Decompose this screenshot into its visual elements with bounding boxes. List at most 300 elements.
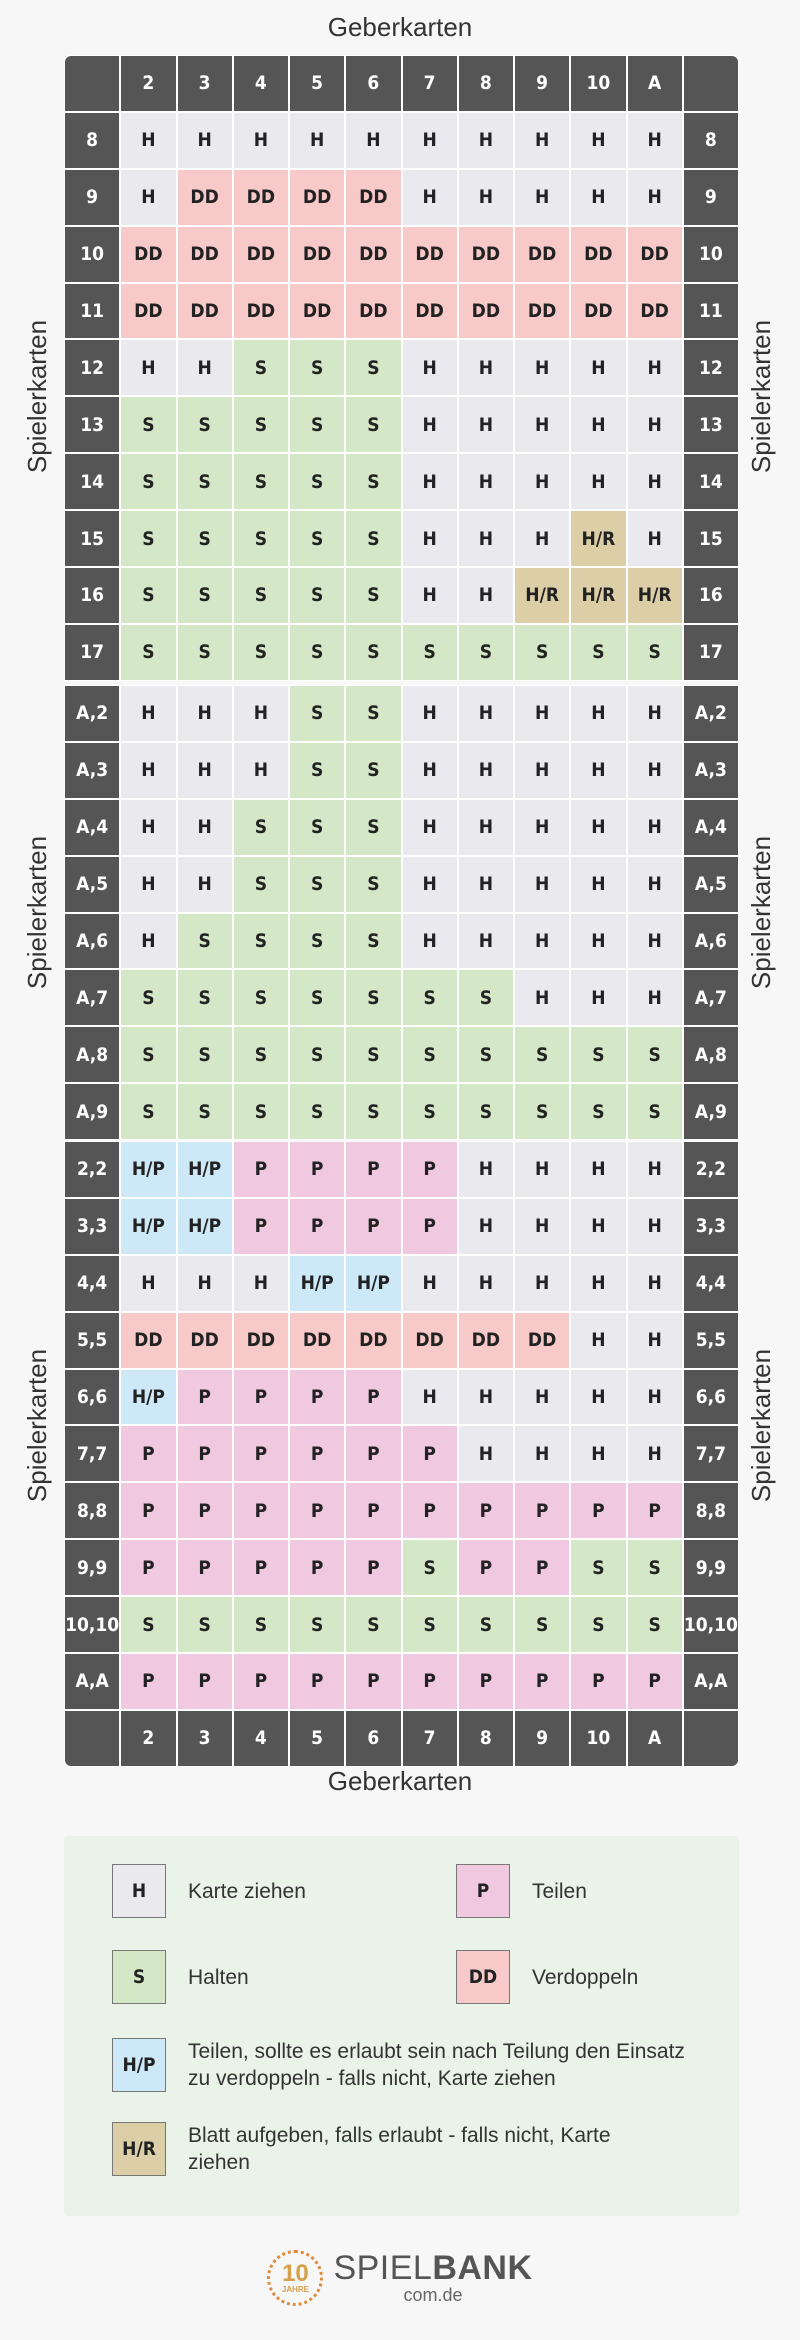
action-cell: S: [402, 624, 458, 681]
action-cell: DD: [233, 169, 289, 226]
action-cell: S: [345, 624, 401, 681]
grid-hard: [64, 55, 739, 681]
action-cell: H/R: [514, 567, 570, 624]
player-hand-label: A,9: [64, 1083, 120, 1140]
action-cell: S: [177, 396, 233, 453]
player-hand-label: A,2: [64, 685, 120, 742]
action-cell: P: [570, 1653, 626, 1710]
player-hand-label: A,9: [683, 1083, 739, 1140]
grid-pairs: [64, 1141, 739, 1767]
action-cell: H: [514, 169, 570, 226]
grid-soft: [64, 685, 739, 1140]
action-cell: H: [514, 1425, 570, 1482]
action-cell: H: [627, 1369, 683, 1426]
action-cell: H: [345, 112, 401, 169]
player-hand-label: 10: [64, 226, 120, 283]
action-cell: S: [345, 799, 401, 856]
action-cell: P: [177, 1369, 233, 1426]
action-cell: H: [177, 112, 233, 169]
footer-corner: [64, 1710, 120, 1767]
action-cell: DD: [233, 226, 289, 283]
player-hand-label: 11: [64, 283, 120, 340]
footer-corner: [683, 1710, 739, 1767]
legend-text: Halten: [188, 1965, 249, 1989]
action-cell: H: [458, 339, 514, 396]
action-cell: H: [458, 1255, 514, 1312]
player-hand-label: 5,5: [683, 1312, 739, 1369]
action-cell: P: [233, 1141, 289, 1198]
action-cell: DD: [289, 283, 345, 340]
action-cell: S: [345, 1083, 401, 1140]
action-cell: P: [177, 1482, 233, 1539]
action-cell: P: [289, 1425, 345, 1482]
side-label-left: [8, 112, 68, 681]
action-cell: H: [177, 1255, 233, 1312]
action-cell: H: [458, 112, 514, 169]
action-cell: S: [289, 742, 345, 799]
player-hand-label: 7,7: [683, 1425, 739, 1482]
action-cell: H: [514, 742, 570, 799]
action-cell: H: [514, 510, 570, 567]
action-cell: H: [458, 567, 514, 624]
action-cell: S: [289, 567, 345, 624]
action-cell: S: [177, 1083, 233, 1140]
action-cell: H: [120, 799, 176, 856]
action-cell: S: [570, 1083, 626, 1140]
action-cell: H: [514, 799, 570, 856]
player-hand-label: A,7: [683, 969, 739, 1026]
action-cell: S: [233, 339, 289, 396]
badge-text: JAHRE: [281, 2284, 309, 2294]
player-hand-label: 6,6: [64, 1369, 120, 1426]
dealer-card-header: 10: [570, 55, 626, 112]
action-cell: S: [570, 1539, 626, 1596]
action-cell: P: [120, 1539, 176, 1596]
action-cell: H: [402, 169, 458, 226]
player-hand-label: 16: [64, 567, 120, 624]
action-cell: H: [570, 969, 626, 1026]
action-cell: H: [458, 1425, 514, 1482]
action-cell: P: [570, 1482, 626, 1539]
action-cell: S: [402, 1083, 458, 1140]
action-cell: P: [289, 1653, 345, 1710]
action-cell: S: [345, 396, 401, 453]
top-axis-title: Geberkarten: [327, 12, 473, 42]
action-cell: DD: [177, 283, 233, 340]
player-hand-label: 17: [683, 624, 739, 681]
action-cell: H: [458, 1141, 514, 1198]
side-label-text: Spielerkarten: [746, 1348, 777, 1503]
action-cell: H: [514, 339, 570, 396]
action-cell: P: [289, 1141, 345, 1198]
action-cell: P: [402, 1141, 458, 1198]
player-hand-label: 3,3: [683, 1198, 739, 1255]
action-cell: P: [289, 1198, 345, 1255]
action-cell: S: [233, 624, 289, 681]
action-cell: S: [627, 1083, 683, 1140]
action-cell: H: [627, 169, 683, 226]
action-cell: S: [345, 969, 401, 1026]
action-cell: DD: [289, 226, 345, 283]
action-cell: DD: [402, 1312, 458, 1369]
action-cell: H: [402, 1255, 458, 1312]
action-cell: S: [289, 396, 345, 453]
action-cell: S: [120, 1026, 176, 1083]
action-cell: H/R: [570, 510, 626, 567]
action-cell: H: [627, 685, 683, 742]
action-cell: P: [233, 1369, 289, 1426]
action-cell: DD: [514, 226, 570, 283]
legend-swatch: H/P: [112, 2038, 166, 2092]
legend-item-p: [456, 1864, 587, 1918]
action-cell: H: [458, 913, 514, 970]
action-cell: H: [570, 1198, 626, 1255]
action-cell: DD: [345, 1312, 401, 1369]
action-cell: DD: [120, 1312, 176, 1369]
player-hand-label: 14: [64, 453, 120, 510]
dealer-card-footer: A: [627, 1710, 683, 1767]
action-cell: H/P: [120, 1141, 176, 1198]
player-hand-label: A,A: [683, 1653, 739, 1710]
action-cell: P: [233, 1198, 289, 1255]
action-cell: S: [627, 624, 683, 681]
action-cell: H: [233, 742, 289, 799]
player-hand-label: A,A: [64, 1653, 120, 1710]
dealer-card-header: 4: [233, 55, 289, 112]
player-hand-label: 5,5: [64, 1312, 120, 1369]
action-cell: S: [120, 1596, 176, 1653]
action-cell: S: [233, 1596, 289, 1653]
action-cell: DD: [514, 1312, 570, 1369]
action-cell: H: [177, 685, 233, 742]
legend-text: Teilen: [532, 1879, 587, 1903]
action-cell: S: [289, 969, 345, 1026]
action-cell: P: [177, 1539, 233, 1596]
action-cell: S: [458, 1596, 514, 1653]
action-cell: H/P: [289, 1255, 345, 1312]
action-cell: H: [570, 1255, 626, 1312]
player-hand-label: A,2: [683, 685, 739, 742]
action-cell: S: [233, 396, 289, 453]
action-cell: S: [233, 567, 289, 624]
action-cell: H: [177, 742, 233, 799]
action-cell: DD: [402, 226, 458, 283]
action-cell: H: [177, 856, 233, 913]
player-hand-label: A,6: [683, 913, 739, 970]
action-cell: S: [120, 1083, 176, 1140]
legend-item-dd: [456, 1950, 638, 2004]
action-cell: H: [514, 396, 570, 453]
action-cell: H: [289, 112, 345, 169]
legend-swatch: P: [456, 1864, 510, 1918]
action-cell: H: [627, 510, 683, 567]
action-cell: H: [627, 112, 683, 169]
action-cell: S: [345, 1026, 401, 1083]
action-cell: H: [120, 685, 176, 742]
legend: [64, 1836, 739, 2216]
action-cell: H: [514, 913, 570, 970]
action-cell: S: [289, 799, 345, 856]
action-cell: H: [570, 1425, 626, 1482]
action-cell: DD: [627, 283, 683, 340]
action-cell: H: [570, 1369, 626, 1426]
player-hand-label: A,5: [683, 856, 739, 913]
action-cell: S: [514, 624, 570, 681]
player-hand-label: 4,4: [64, 1255, 120, 1312]
header-corner: [683, 55, 739, 112]
action-cell: S: [289, 1083, 345, 1140]
action-cell: H: [120, 913, 176, 970]
player-hand-label: 14: [683, 453, 739, 510]
brand-domain: com.de: [403, 2284, 463, 2305]
action-cell: S: [627, 1596, 683, 1653]
action-cell: H: [402, 510, 458, 567]
action-cell: S: [233, 913, 289, 970]
badge-number: 10: [282, 2259, 309, 2287]
action-cell: H: [402, 913, 458, 970]
action-cell: P: [233, 1539, 289, 1596]
action-cell: S: [233, 969, 289, 1026]
action-cell: H/P: [120, 1198, 176, 1255]
action-cell: H: [570, 685, 626, 742]
player-hand-label: A,3: [683, 742, 739, 799]
player-hand-label: 8,8: [64, 1482, 120, 1539]
action-cell: H: [514, 1369, 570, 1426]
dealer-card-footer: 8: [458, 1710, 514, 1767]
player-hand-label: 9,9: [64, 1539, 120, 1596]
action-cell: DD: [514, 283, 570, 340]
action-cell: H: [458, 799, 514, 856]
action-cell: S: [233, 510, 289, 567]
action-cell: S: [289, 453, 345, 510]
player-hand-label: A,8: [64, 1026, 120, 1083]
legend-text: Karte ziehen: [188, 1879, 306, 1903]
action-cell: H: [627, 1141, 683, 1198]
action-cell: DD: [402, 283, 458, 340]
action-cell: H: [120, 339, 176, 396]
action-cell: P: [345, 1482, 401, 1539]
action-cell: H: [627, 856, 683, 913]
action-cell: H: [233, 112, 289, 169]
action-cell: S: [402, 1026, 458, 1083]
action-cell: DD: [570, 283, 626, 340]
player-hand-label: A,5: [64, 856, 120, 913]
legend-swatch: H: [112, 1864, 166, 1918]
action-cell: S: [177, 1596, 233, 1653]
action-cell: H: [120, 856, 176, 913]
action-cell: P: [120, 1653, 176, 1710]
action-cell: H/R: [627, 567, 683, 624]
action-cell: H: [514, 1198, 570, 1255]
action-cell: H: [233, 685, 289, 742]
action-cell: H: [627, 913, 683, 970]
dealer-card-footer: 5: [289, 1710, 345, 1767]
player-hand-label: 17: [64, 624, 120, 681]
action-cell: H: [627, 969, 683, 1026]
legend-swatch: S: [112, 1950, 166, 2004]
action-cell: H: [458, 169, 514, 226]
brand-bold: BANK: [432, 2248, 533, 2287]
action-cell: S: [345, 1596, 401, 1653]
player-hand-label: 10: [683, 226, 739, 283]
legend-item-h: [112, 1864, 306, 1918]
action-cell: S: [345, 510, 401, 567]
action-cell: H: [458, 396, 514, 453]
action-cell: H: [570, 742, 626, 799]
dealer-card-footer: 7: [402, 1710, 458, 1767]
action-cell: H: [402, 567, 458, 624]
action-cell: H: [570, 799, 626, 856]
legend-text: Teilen, sollte es erlaubt sein nach Teilung den Einsatz zu verdoppeln - falls nicht, Karte ziehen: [188, 2040, 685, 2090]
action-cell: H: [570, 169, 626, 226]
action-cell: P: [627, 1482, 683, 1539]
action-cell: DD: [289, 1312, 345, 1369]
brand-name: [333, 2248, 533, 2306]
action-cell: H: [514, 856, 570, 913]
player-hand-label: 13: [683, 396, 739, 453]
action-cell: P: [514, 1653, 570, 1710]
action-cell: H: [458, 1369, 514, 1426]
action-cell: H: [514, 969, 570, 1026]
player-hand-label: 15: [683, 510, 739, 567]
action-cell: DD: [345, 283, 401, 340]
action-cell: H: [627, 799, 683, 856]
action-cell: H/P: [345, 1255, 401, 1312]
action-cell: S: [514, 1596, 570, 1653]
action-cell: H: [570, 453, 626, 510]
action-cell: S: [345, 567, 401, 624]
action-cell: S: [177, 913, 233, 970]
action-cell: S: [233, 1083, 289, 1140]
action-cell: H: [570, 1312, 626, 1369]
action-cell: P: [289, 1369, 345, 1426]
action-cell: S: [120, 567, 176, 624]
action-cell: P: [289, 1539, 345, 1596]
action-cell: P: [345, 1198, 401, 1255]
player-hand-label: 8: [64, 112, 120, 169]
player-hand-label: A,4: [683, 799, 739, 856]
action-cell: P: [345, 1539, 401, 1596]
action-cell: P: [345, 1425, 401, 1482]
dealer-card-header: 7: [402, 55, 458, 112]
action-cell: DD: [458, 1312, 514, 1369]
action-cell: S: [458, 1026, 514, 1083]
dealer-card-footer: 3: [177, 1710, 233, 1767]
action-cell: S: [289, 685, 345, 742]
action-cell: H: [514, 112, 570, 169]
action-cell: S: [177, 969, 233, 1026]
action-cell: DD: [570, 226, 626, 283]
action-cell: H/P: [177, 1141, 233, 1198]
action-cell: DD: [177, 226, 233, 283]
action-cell: H: [120, 112, 176, 169]
action-cell: H: [120, 742, 176, 799]
player-hand-label: 3,3: [64, 1198, 120, 1255]
dealer-card-footer: 2: [120, 1710, 176, 1767]
action-cell: S: [345, 742, 401, 799]
action-cell: H: [570, 1141, 626, 1198]
player-hand-label: 12: [64, 339, 120, 396]
action-cell: H/P: [120, 1369, 176, 1426]
action-cell: H: [402, 799, 458, 856]
action-cell: S: [177, 1026, 233, 1083]
action-cell: P: [120, 1425, 176, 1482]
spielbank-logo: [0, 2250, 800, 2306]
action-cell: P: [514, 1539, 570, 1596]
action-cell: S: [458, 1083, 514, 1140]
side-label-left: [8, 1141, 68, 1710]
action-cell: S: [345, 685, 401, 742]
action-cell: H: [627, 742, 683, 799]
player-hand-label: 7,7: [64, 1425, 120, 1482]
action-cell: DD: [177, 1312, 233, 1369]
action-cell: P: [120, 1482, 176, 1539]
side-label-text: Spielerkarten: [22, 835, 53, 990]
action-cell: S: [345, 913, 401, 970]
action-cell: DD: [345, 226, 401, 283]
legend-text: Blatt aufgeben, falls erlaubt - falls nicht, Karte ziehen: [188, 2124, 611, 2174]
player-hand-label: 10,10: [64, 1596, 120, 1653]
action-cell: S: [570, 1026, 626, 1083]
action-cell: H: [570, 339, 626, 396]
dealer-card-header: A: [627, 55, 683, 112]
action-cell: P: [402, 1198, 458, 1255]
action-cell: S: [233, 453, 289, 510]
action-cell: S: [289, 856, 345, 913]
action-cell: H: [233, 1255, 289, 1312]
action-cell: P: [233, 1425, 289, 1482]
action-cell: H: [402, 742, 458, 799]
player-hand-label: A,6: [64, 913, 120, 970]
action-cell: S: [345, 856, 401, 913]
side-label-right: [732, 685, 792, 1140]
side-label-text: Spielerkarten: [22, 319, 53, 473]
action-cell: P: [402, 1425, 458, 1482]
action-cell: S: [402, 969, 458, 1026]
action-cell: H: [627, 1425, 683, 1482]
player-hand-label: 16: [683, 567, 739, 624]
action-cell: P: [458, 1653, 514, 1710]
action-cell: S: [120, 969, 176, 1026]
action-cell: P: [177, 1425, 233, 1482]
action-cell: S: [177, 567, 233, 624]
action-cell: DD: [627, 226, 683, 283]
brand-light: SPIEL: [333, 2248, 433, 2287]
action-cell: P: [458, 1482, 514, 1539]
action-cell: P: [233, 1653, 289, 1710]
action-cell: H: [514, 685, 570, 742]
action-cell: H: [458, 742, 514, 799]
action-cell: DD: [233, 283, 289, 340]
action-cell: H: [120, 169, 176, 226]
player-hand-label: 13: [64, 396, 120, 453]
action-cell: H: [402, 453, 458, 510]
action-cell: DD: [345, 169, 401, 226]
action-cell: S: [177, 624, 233, 681]
bottom-axis-title: Geberkarten: [327, 1766, 473, 1796]
anniversary-badge-icon: [267, 2250, 323, 2306]
player-hand-label: A,3: [64, 742, 120, 799]
player-hand-label: 6,6: [683, 1369, 739, 1426]
action-cell: P: [289, 1482, 345, 1539]
action-cell: DD: [458, 226, 514, 283]
action-cell: DD: [458, 283, 514, 340]
player-hand-label: 9: [64, 169, 120, 226]
player-hand-label: 8: [683, 112, 739, 169]
action-cell: H: [177, 799, 233, 856]
action-cell: H: [402, 1369, 458, 1426]
dealer-card-header: 3: [177, 55, 233, 112]
